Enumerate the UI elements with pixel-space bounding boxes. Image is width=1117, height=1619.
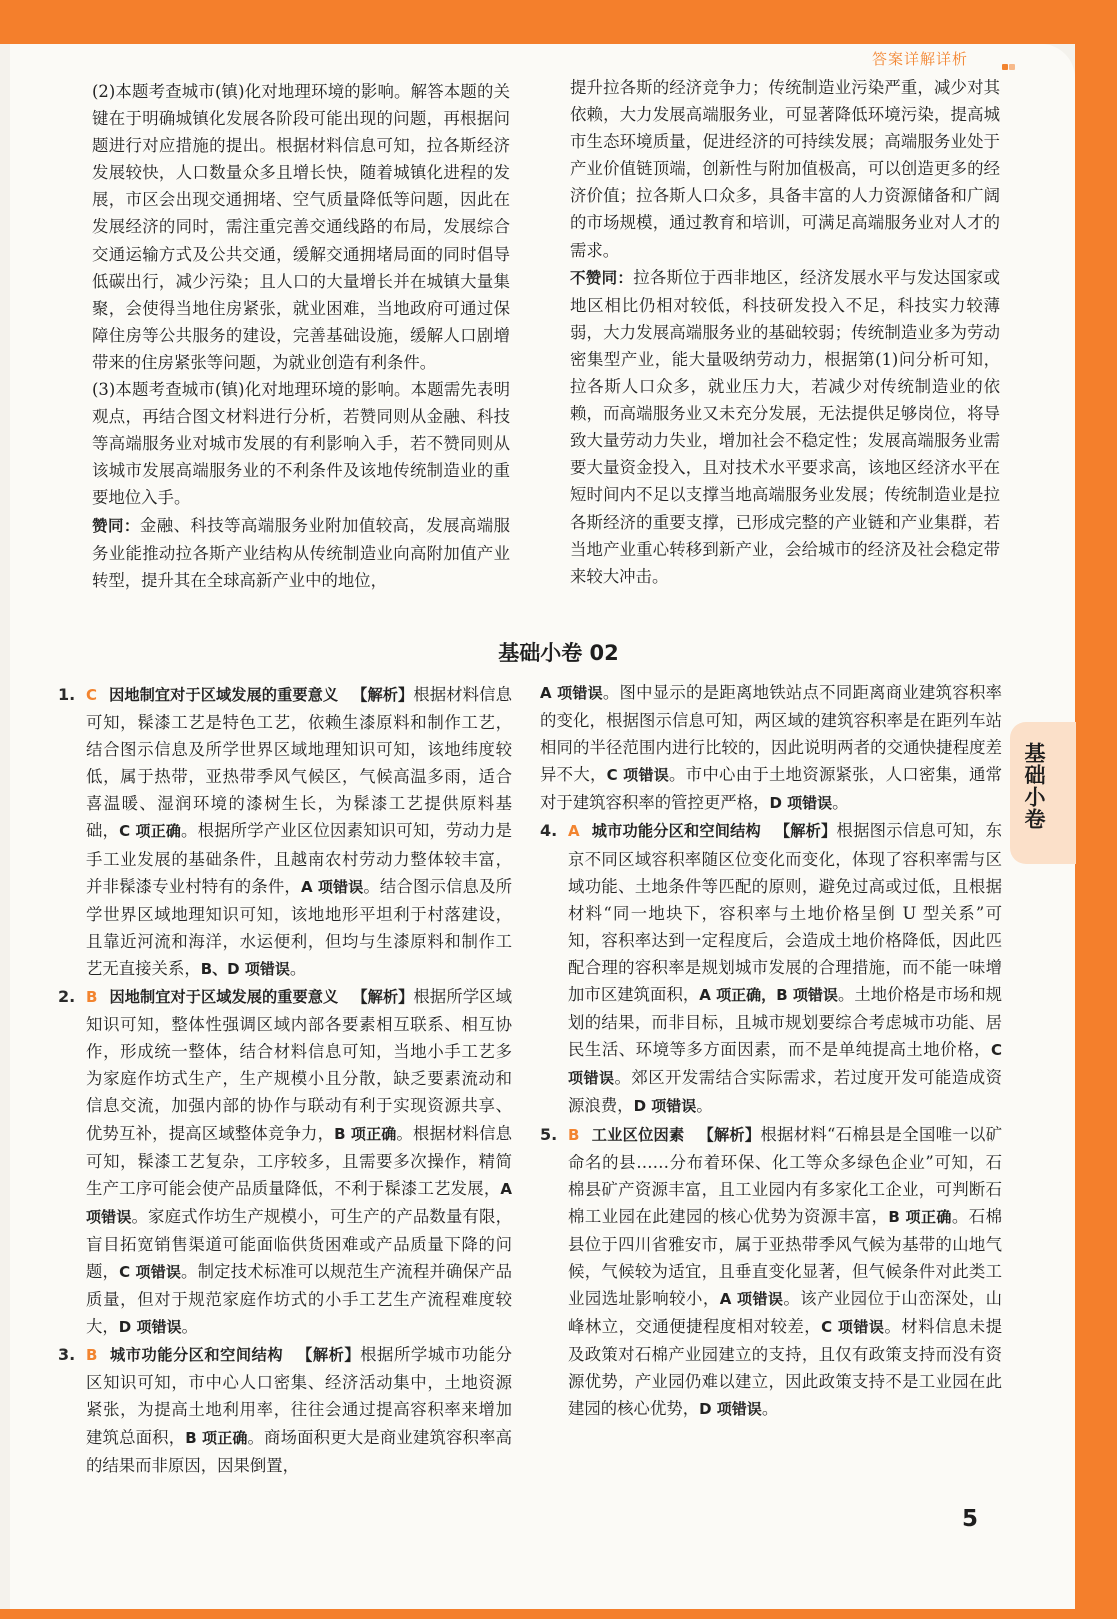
side-tab-label: 基础小卷 <box>1022 742 1046 830</box>
answer-part-3: (3)本题考查城市(镇)化对地理环境的影响。本题需先表明观点，再结合图文材料进行分析，若赞同则从金融、科技等高端服务业对城市发展的有利影响入手，若不赞同则从该城市发展高端服务业的不利条件及该地传统制造业的重要地位入手。 <box>92 380 510 508</box>
verdict: D 项错误 <box>699 1400 762 1419</box>
verdict: A 项错误 <box>540 684 603 702</box>
analysis-text: 。图中显示的是距离地铁站点不同距离商业建筑容积率的变化，根据图示信息可知，两区域的建筑容积率是在距列车站相同的半径范围内进行比较的，因此说明两者的交通快捷程度差异不大， <box>540 683 1002 785</box>
verdict: C 项正确 <box>119 822 182 841</box>
agree-text: 金融、科技等高端服务业附加值较高，发展高端服务业能推动拉各斯产业结构从传统制造业向高附加值产业转型，提升其在全球高新产业中的地位， <box>92 515 510 590</box>
analysis-text: 。根据材料信息可知，髹漆工艺复杂，工序较多，且需要多次操作，精简生产工序可能会使产品质量降低，不利于髹漆工艺发展， <box>86 1123 513 1198</box>
answer-letter: A <box>568 822 580 841</box>
verdict: C 项错误 <box>119 1262 182 1281</box>
question-topic: 城市功能分区和空间结构 <box>109 1346 284 1365</box>
agree-continued: 提升拉各斯的经济竞争力；传统制造业污染严重，减少对其依赖，大力发展高端服务业，可显著降低环境污染，提高城市生态环境质量，促进经济的可持续发展；高端服务业处于产业价值链顶端，创新性与附加值极高，可以创造更多的经济价值；拉各斯人口众多，具备丰富的人力资源储备和广阔的市场规模，通过教育和培训，可满足高端服务业对人才的需求。 <box>570 78 1000 260</box>
header-decoration-icon <box>1002 55 1022 63</box>
analysis-text: 根据所学城市功能分区知识可知，市中心人口密集、经济活动集中，土地资源紧张，为提高土地利用率，往往会通过提高容积率来增加建筑总面积， <box>86 1345 513 1447</box>
analysis-text: 。 <box>696 1096 713 1116</box>
disagree-label: 不赞同： <box>570 268 634 287</box>
analysis-text: 。该产业园位于山峦深处，山峰林立，交通便捷程度相对较差， <box>568 1289 1003 1337</box>
analysis-label: 【解析】 <box>297 1346 361 1365</box>
verdict: B 项正确 <box>334 1124 397 1143</box>
analysis-text: 根据所学区域知识可知，整体性强调区域内部各要素相互联系、相互协作，形成统一整体，结合材料信息可知，当地小手工艺多为家庭作坊式生产，生产规模小且分散，缺乏要素流动和信息交流，加强内部的协作与联动有利于实现资源共享、优势互补，提高区域整体竞争力， <box>86 987 513 1143</box>
analysis-label: 【解析】 <box>774 822 837 841</box>
question-3 <box>58 1341 512 1478</box>
page-number: 5 <box>962 1506 979 1532</box>
agree-label: 赞同： <box>92 516 140 535</box>
question-3-continued <box>540 679 1002 817</box>
question-topic: 因地制宜对于区域发展的重要意义 <box>109 988 339 1007</box>
answer-letter: B <box>86 1346 98 1365</box>
question-number: 5. <box>540 1124 558 1144</box>
question-number: 4. <box>540 821 558 841</box>
verdict: D 项错误 <box>633 1097 697 1116</box>
disagree-paragraph <box>570 264 1000 590</box>
right-orange-strip <box>1075 0 1117 1619</box>
analysis-text: 。商场面积更大是商业建筑容积率高的结果而非原因，因果倒置， <box>86 1427 513 1475</box>
analysis-text: 。制定技术标准可以规范生产流程并确保产品质量，但对于规范家庭作坊式的小手工艺生产流程难度较大， <box>86 1261 513 1337</box>
question-topic: 城市功能分区和空间结构 <box>591 822 761 841</box>
answer-letter: C <box>86 686 98 704</box>
top-right-column <box>570 74 1000 590</box>
question-5 <box>540 1121 1002 1424</box>
analysis-text: 根据图示信息可知，东京不同区域容积率随区位变化而变化，体现了容积率需与区域功能、土地条件等匹配的原则，避免过高或过低，且根据材料“同一地块下，容积率与土地价格呈倒 U 型关系”可知，容积率达到一定程度后，会造成土地价格降低，因此匹配合理的容积率是规划城市发展的合理措施，而不能一味增加市区建筑面积， <box>568 821 1003 1005</box>
question-number: 3. <box>58 1345 76 1365</box>
question-topic: 因地制宜对于区域发展的重要意义 <box>109 686 339 704</box>
analysis-text: 。 <box>181 1317 198 1337</box>
top-orange-bar <box>0 0 1117 44</box>
analysis-label: 【解析】 <box>352 988 414 1007</box>
disagree-text: 拉各斯位于西非地区，经济发展水平与发达国家或地区相比仍相对较低，科技研发投入不足，科技实力较薄弱，大力发展高端服务业的基础较弱；传统制造业多为劳动密集型产业，能大量吸纳劳动力，根据第(1)问分析可知，拉各斯人口众多，就业压力大，若减少对传统制造业的依赖，而高端服务业又未充分发展，无法提供足够岗位，将导致大量劳动力失业，增加社会不稳定性；发展高端服务业需要大量资金投入，且对技术水平要求高，该地区经济水平在短时间内不足以支撑当地高端服务业发展；传统制造业是拉各斯经济的重要支撑，已形成完整的产业链和产业集群，若当地产业重心转移到新产业，会给城市的经济及社会稳定带来较大冲击。 <box>570 267 1000 586</box>
analysis-text: 。 <box>761 1399 779 1419</box>
agree-paragraph <box>92 512 510 594</box>
analysis-text: 。郊区开发需结合实际需求，若过度开发可能造成资源浪费， <box>568 1068 1002 1116</box>
question-2 <box>58 983 512 1341</box>
verdict: C 项错误 <box>568 1041 1002 1088</box>
verdict: D 项错误 <box>769 794 833 813</box>
top-left-column <box>92 78 510 594</box>
section-title: 基础小卷 02 <box>498 641 619 665</box>
answer-part-2: (2)本题考查城市(镇)化对地理环境的影响。解答本题的关键在于明确城镇化发展各阶段可能出现的问题，再根据问题进行对应措施的提出。根据材料信息可知，拉各斯经济发展较快，人口数量众多且增长快，随着城镇化进程的发展，市区会出现交通拥堵、空气质量降低等问题，因此在发展经济的同时，需注重完善交通线路的布局，发展综合交通运输方式及公共交通，缓解交通拥堵局面的同时倡导低碳出行，减少污染；且人口的大量增长并在城镇大量集聚，会使得当地住房紧张，就业困难，当地政府可通过保障住房等公共服务的建设，完善基础设施，缓解人口剧增带来的住房紧张等问题，为就业创造有利条件。 <box>92 82 510 372</box>
verdict: A 项错误 <box>300 877 364 896</box>
verdict: A 项正确，B 项错误 <box>699 986 838 1005</box>
verdict: C 项错误 <box>821 1318 885 1337</box>
analysis-text: 。土地价格是市场和规划的结果，而非目标，且城市规划要综合考虑城市功能、居民生活、环境等多方面因素，而不是单纯提高土地价格， <box>568 985 1003 1060</box>
verdict: B 项正确 <box>888 1207 952 1226</box>
analysis-text: 。家庭式作坊生产规模小，可生产的产品数量有限，盲目拓宽销售渠道可能面临供货困难或产品质量下降的问题， <box>86 1206 512 1281</box>
analysis-label: 【解析】 <box>352 686 414 704</box>
analysis-text: 。 <box>289 958 307 978</box>
header-label: 答案详解详析 <box>872 50 969 68</box>
analysis-label: 【解析】 <box>698 1125 761 1144</box>
analysis-text: 。结合图示信息及所学世界区域地理知识可知，该地地形平坦利于村落建设，且靠近河流和海洋，水运便利，但均与生漆原料和制作工艺无直接关系， <box>86 876 512 978</box>
analysis-text: 。 <box>832 793 849 813</box>
verdict: A 项错误 <box>719 1290 784 1309</box>
verdict: D 项错误 <box>118 1318 182 1337</box>
question-1 <box>58 681 512 983</box>
analysis-text: 根据材料信息可知，髹漆工艺是特色工艺，依赖生漆原料和制作工艺，结合图示信息及所学世界区域地理知识可知，该地纬度较低，属于热带，亚热带季风气候区，气候高温多雨，适合喜温暖、湿润环境的漆树生长，为髹漆工艺提供原料基础， <box>86 685 513 841</box>
analysis-text: 。根据所学产业区位因素知识可知，劳动力是手工业发展的基础条件，且越南农村劳动力整体较丰富，并非髹漆专业村特有的条件， <box>86 821 513 896</box>
analysis-text: 根据材料“石棉县是全国唯一以矿命名的县……分布着环保、化工等众多绿色企业”可知，石棉县矿产资源丰富，且工业园内有多家化工企业，可判断石棉工业园在此建园的核心优势为资源丰富， <box>568 1124 1002 1226</box>
question-number: 1. <box>58 685 76 704</box>
answer-letter: B <box>86 988 98 1007</box>
question-topic: 工业区位因素 <box>591 1125 685 1144</box>
analysis-text: 。材料信息未提及政策对石棉产业园建立的支持，且仅有政策支持而没有资源优势，产业园仍难以建立，因此政策支持不是工业园在此建园的核心优势， <box>568 1317 1003 1419</box>
question-number: 2. <box>58 987 76 1007</box>
question-4 <box>540 817 1002 1120</box>
analysis-text: 。市中心由于土地资源紧张，人口密集，通常对于建筑容积率的管控更严格， <box>540 765 1003 813</box>
bottom-right-column <box>540 679 1002 1424</box>
bottom-left-column <box>58 681 512 1479</box>
verdict: B、D 项错误 <box>200 959 290 978</box>
verdict: A 项错误 <box>86 1179 512 1226</box>
verdict: C 项错误 <box>606 766 669 785</box>
analysis-text: 。石棉县位于四川省雅安市，属于亚热带季风气候为基带的山地气候，气候较为适宜，且垂直变化显著，但气候条件对此类工业园选址影响较小， <box>568 1206 1003 1309</box>
verdict: B 项正确 <box>185 1428 248 1447</box>
answer-letter: B <box>568 1125 580 1144</box>
bottom-orange-strip <box>0 1609 1117 1619</box>
